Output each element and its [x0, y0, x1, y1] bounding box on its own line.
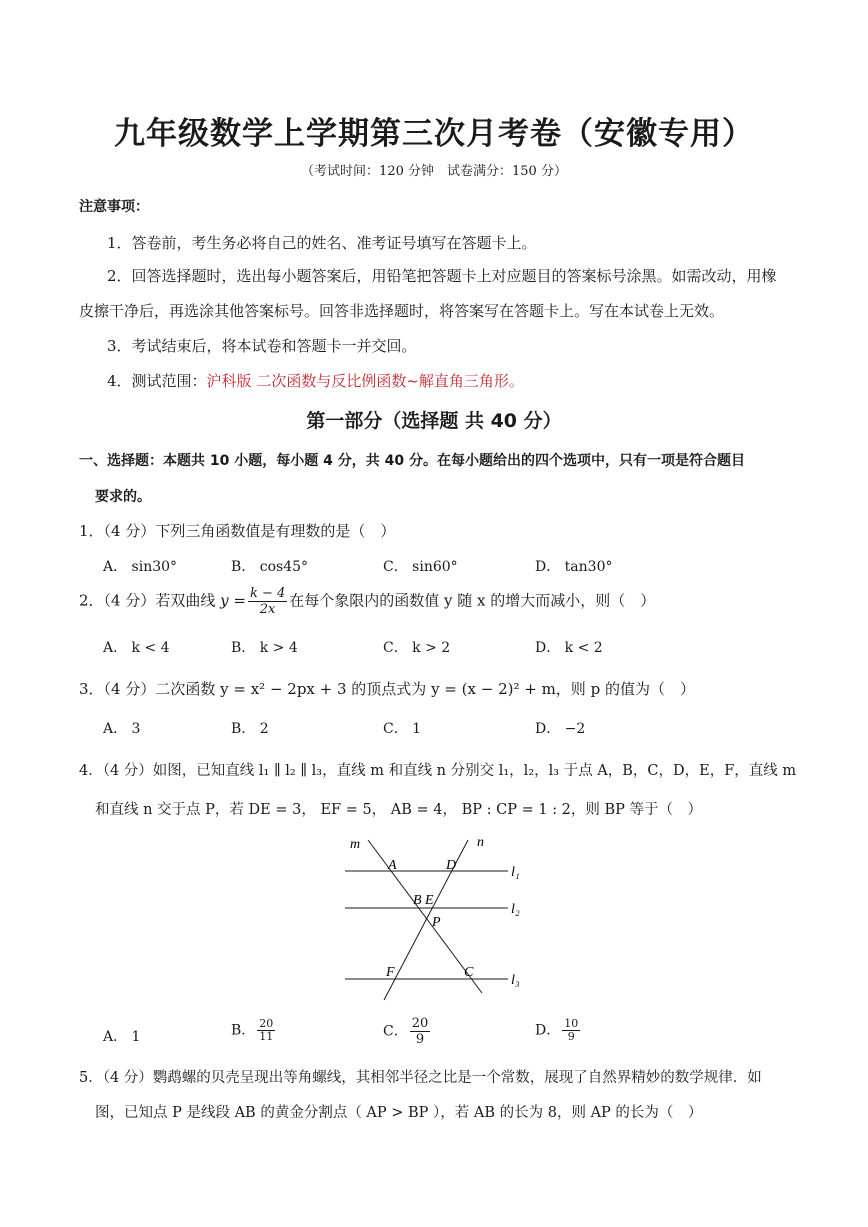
label-f: F — [386, 965, 395, 980]
exam-subtitle: （考试时间：120 分钟 试卷满分：150 分） — [301, 164, 567, 179]
q1-option-c: C． sin60° — [383, 559, 458, 575]
q4-option-d-label: D． — [535, 1022, 561, 1039]
test-scope: 沪科版 二次函数与反比例函数~解直角三角形。 — [206, 372, 524, 390]
label-l3: l₃ — [511, 973, 520, 988]
label-m: m — [350, 837, 361, 852]
q3-stem: 3．（4 分）二次函数 y = x² − 2px + 3 的顶点式为 y = (x − 2)² + m，则 p 的值为（ ） — [79, 680, 695, 698]
q4-option-c — [383, 1016, 432, 1047]
q1-option-a: A． sin30° — [103, 559, 178, 575]
q5-stem-line-1: 5．（4 分）鹦鹉螺的贝壳呈现出等角螺线，其相邻半径之比是一个常数，展现了自然界精妙的数学规律．如 — [79, 1070, 762, 1086]
q2-option-b: B． k > 4 — [231, 640, 298, 656]
label-n: n — [477, 835, 484, 850]
notice-item-4 — [107, 370, 524, 391]
q4-option-b-label: B． — [231, 1022, 256, 1039]
q2-fraction-denominator: 2x — [259, 602, 276, 617]
q4-option-b-numerator: 20 — [259, 1017, 274, 1030]
label-l2: l₂ — [511, 902, 520, 917]
notice-item-4-prefix: 4．测试范围： — [107, 372, 207, 390]
q5-stem-line-2: 图，已知点 P 是线段 AB 的黄金分割点（ AP > BP ），若 AB 的长为 8，则 AP 的长为（ ） — [95, 1105, 703, 1121]
q4-option-a: A． 1 — [103, 1029, 141, 1045]
q2-option-d: D． k < 2 — [535, 640, 603, 656]
q2-option-c: C． k > 2 — [383, 640, 451, 656]
label-b-e: B E — [413, 893, 434, 908]
part-instruction-line-1: 一、选择题：本题共 10 小题，每小题 4 分，共 40 分。在每小题给出的四个选项中，只有一项是符合题目 — [79, 453, 745, 469]
q2-option-a: A． k < 4 — [103, 640, 170, 656]
notice-item-3: 3．考试结束后，将本试卷和答题卡一并交回。 — [107, 337, 417, 355]
part-instruction-line-2: 要求的。 — [95, 489, 151, 505]
q2-prefix: 2．（4 分）若双曲线 — [79, 591, 221, 610]
q4-option-b-fraction — [257, 1018, 275, 1043]
q2-fraction — [248, 586, 287, 617]
notice-item-2-line-2: 皮擦干净后，再选涂其他答案标号。回答非选择题时，将答案写在答题卡上。写在本试卷上无效。 — [79, 302, 725, 320]
q2-stem — [79, 586, 655, 617]
exam-title: 九年级数学上学期第三次月考卷（安徽专用） — [114, 116, 754, 152]
q4-option-d-denominator: 9 — [567, 1030, 575, 1043]
q4-option-c-denominator: 9 — [415, 1032, 425, 1047]
q4-option-b — [231, 1018, 277, 1043]
q4-figure — [336, 828, 536, 1008]
q4-stem-line-1: 4．（4 分）如图，已知直线 l₁ ∥ l₂ ∥ l₃，直线 m 和直线 n 分别交 l₁，l₂，l₃ 于点 A，B，C，D，E，F，直线 m — [79, 763, 797, 779]
label-a: A — [388, 858, 397, 873]
q3-option-c: C． 1 — [383, 721, 422, 737]
q3-option-b: B． 2 — [231, 721, 269, 737]
label-p: P — [432, 915, 441, 930]
q4-option-d — [535, 1018, 582, 1043]
q4-option-d-numerator: 10 — [564, 1017, 579, 1030]
q4-option-b-denominator: 11 — [259, 1030, 274, 1043]
q3-option-d: D． −2 — [535, 721, 586, 737]
notice-heading: 注意事项： — [79, 199, 149, 215]
notice-item-2-line-1: 2．回答选择题时，选出每小题答案后，用铅笔把答题卡上对应题目的答案标号涂黑。如需改动，用橡 — [107, 267, 777, 285]
q1-option-b: B． cos45° — [231, 559, 309, 575]
q2-suffix: 在每个象限内的函数值 y 随 x 的增大而减小，则（ ） — [289, 591, 656, 610]
q4-stem-line-2: 和直线 n 交于点 P，若 DE = 3， EF = 5， AB = 4， BP : CP = 1 : 2，则 BP 等于（ ） — [95, 802, 703, 818]
notice-item-1: 1．答卷前，考生务必将自己的姓名、准考证号填写在答题卡上。 — [107, 234, 537, 252]
label-c: C — [464, 965, 474, 980]
label-l1: l₁ — [511, 865, 520, 880]
q2-y-eq: y = — [220, 591, 246, 610]
section-title: 第一部分（选择题 共 40 分） — [306, 410, 562, 432]
q1-stem: 1．（4 分）下列三角函数值是有理数的是（ ） — [79, 522, 396, 540]
q4-option-c-label: C． — [383, 1023, 408, 1040]
q2-fraction-numerator: k − 4 — [249, 586, 286, 601]
q4-option-c-fraction — [410, 1016, 431, 1047]
q4-option-c-numerator: 20 — [411, 1016, 429, 1031]
q3-option-a: A． 3 — [103, 721, 141, 737]
q4-option-d-fraction — [562, 1018, 580, 1043]
label-d: D — [446, 858, 457, 873]
q1-option-d: D． tan30° — [535, 559, 613, 575]
